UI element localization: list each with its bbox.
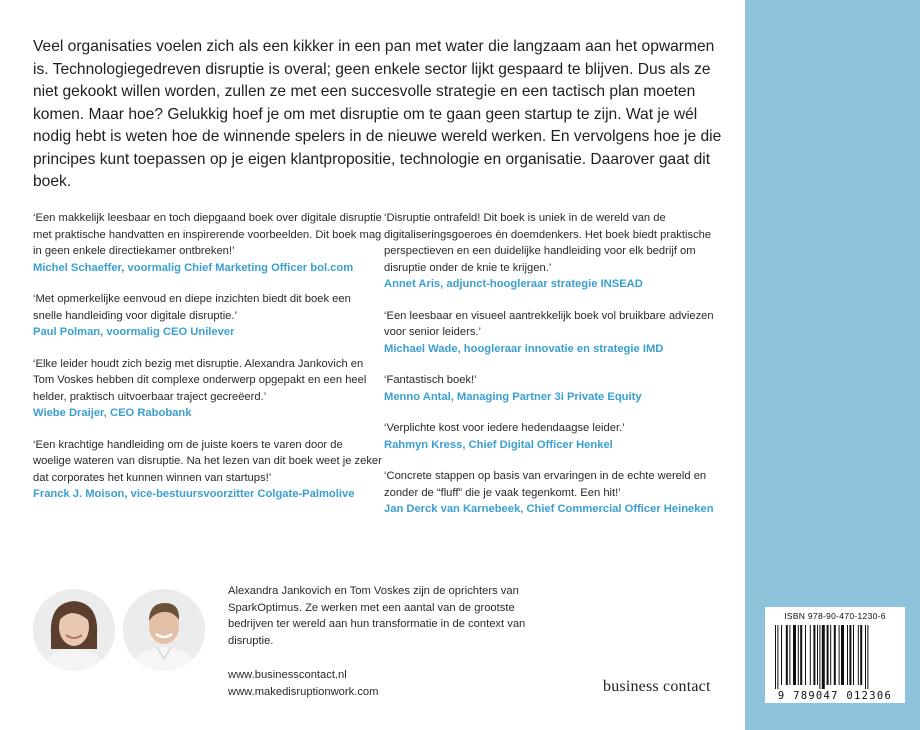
quote-block <box>384 210 734 293</box>
quote-block <box>384 372 734 405</box>
website-link-businesscontact[interactable]: www.businesscontact.nl <box>228 669 347 681</box>
authors-bio: Alexandra Jankovich en Tom Voskes zijn de oprichters van SparkOptimus. Ze werken met een aantal van de grootste bedrijven ter wereld aan hun transformatie in de context van disruptie. <box>228 585 526 647</box>
website-link-makedisruptionwork[interactable]: www.makedisruptionwork.com <box>228 685 379 698</box>
quote-text: ‘Disruptie ontrafeld! Dit boek is uniek in de wereld van de digitaliseringsgoeroes én doemdenkers. Het boek biedt praktische perspectieven en een duidelijke handleiding voor elk bedrijf om disruptie onder de knie te krijgen.’ <box>384 212 712 274</box>
quote-text: ‘Verplichte kost voor iedere hedendaagse leider.’ <box>384 422 625 434</box>
barcode-bar <box>819 625 820 689</box>
quote-author: Menno Antal, Managing Partner 3i Private Equity <box>384 390 642 403</box>
portrait-photo-alexandra-icon <box>33 589 115 671</box>
quote-author: Jan Derck van Karnebeek, Chief Commercial Officer Heineken <box>384 503 714 515</box>
barcode-bar <box>810 625 811 685</box>
barcode-bar <box>800 625 802 685</box>
quote-author: Michel Schaeffer, voormalig Chief Marketing Officer bol.com <box>33 261 354 274</box>
barcode-bar <box>817 625 818 685</box>
barcode-bar <box>849 625 851 685</box>
quote-block <box>33 437 383 503</box>
quote-block <box>33 356 383 422</box>
barcode-bar <box>853 625 854 685</box>
barcode-bar <box>830 625 831 685</box>
barcode-bar <box>793 625 796 685</box>
barcode-digits: 9 789047 012306 <box>777 690 893 702</box>
barcode-bar <box>827 625 829 685</box>
barcode-bar <box>867 625 868 689</box>
quotes-column-left <box>33 210 383 518</box>
quote-author: Wiebe Draijer, CEO Rabobank <box>33 407 192 419</box>
barcode-bar <box>805 625 806 685</box>
barcode-icon <box>773 625 897 689</box>
barcode-bar <box>777 625 778 689</box>
intro-paragraph: Veel organisaties voelen zich als een kikker in een pan met water die langzaam aan het opwarmen is. Technologiegedreven disruptie is overal; geen enkele sector lijkt gespaard te blijven. Dus als ze niet gekookt willen worden, zullen ze met een succesvolle strategie en een tactisch plan moeten komen. Maar hoe? Gelukkig hoef je om met disruptie om te gaan geen startup te zijn. Wat je wél nodig hebt is weten hoe de winnende spelers in de nieuwe wereld werken. En vervolgens hoe je die principes kunt toepassen op je eigen klantpropositie, technologie en organisatie. Daarover gaat dit boek. <box>33 38 722 190</box>
barcode-bar <box>841 625 844 685</box>
quote-text: ‘Elke leider houdt zich bezig met disruptie. Alexandra Jankovich en Tom Voskes hebben dit complexe onderwerp opgepakt en een heel helder, praktisch uitvoerbaar traject gecreëerd.’ <box>33 357 367 403</box>
barcode-bar <box>865 625 866 689</box>
quote-block <box>384 420 734 453</box>
quote-text: ‘Fantastisch boek!’ <box>384 374 477 386</box>
quote-block <box>33 291 383 341</box>
barcode-bar <box>781 625 782 685</box>
barcode-bar <box>858 625 859 685</box>
barcode-bar <box>798 625 799 685</box>
barcode-bar <box>813 625 815 685</box>
quote-text: ‘Een krachtige handleiding om de juiste koers te varen door de woelige wateren van disruptie. Na het lezen van dit boek weet je zeker dat corporates het kunnen winnen van startups!’ <box>33 438 382 484</box>
quote-author: Annet Aris, adjunct-hoogleraar strategie INSEAD <box>384 278 643 290</box>
publisher-logo: business contact <box>603 678 711 695</box>
quote-text: ‘Concrete stappen op basis van ervaringen in de echte wereld en zonder de “fluff” die je vaak tegenkomt. Een hit!’ <box>384 470 707 499</box>
barcode-bar <box>786 625 788 685</box>
quote-author: Michael Wade, hoogleraar innovatie en strategie IMD <box>384 342 664 355</box>
barcode-bar <box>839 625 840 685</box>
quote-text: ‘Een leesbaar en visueel aantrekkelijk boek vol bruikbare adviezen voor senior leiders.’ <box>384 309 714 338</box>
barcode-bar <box>789 625 790 685</box>
isbn-label: ISBN 978-90-470-1230-6 <box>784 611 886 621</box>
quote-text: ‘Met opmerkelijke eenvoud en diepe inzichten biedt dit boek een snelle handleiding voor digitale disruptie.’ <box>33 293 351 322</box>
quote-block <box>33 210 383 276</box>
barcode-bar <box>834 625 836 685</box>
barcode-bar <box>847 625 848 685</box>
quote-author: Rahmyn Kress, Chief Digital Officer Henkel <box>384 438 613 451</box>
quote-block <box>384 308 734 358</box>
website-links <box>228 667 378 700</box>
portrait-photo-tom-icon <box>123 589 205 671</box>
quote-author: Paul Polman, voormalig CEO Unilever <box>33 326 235 338</box>
barcode-bar <box>822 625 825 689</box>
barcode-bar <box>860 625 862 685</box>
quote-text: ‘Een makkelijk leesbaar en toch diepgaand boek over digitale disruptie met praktische handvatten en inspirerende voorbeelden. Dit boek mag in geen enkele directiekamer ontbreken!’ <box>33 212 382 257</box>
quote-block <box>384 468 734 518</box>
barcode-panel <box>765 607 905 703</box>
barcode-bar <box>775 625 776 689</box>
quote-author: Franck J. Moison, vice-bestuursvoorzitter Colgate-Palmolive <box>33 488 355 500</box>
quotes-column-right <box>384 210 734 533</box>
